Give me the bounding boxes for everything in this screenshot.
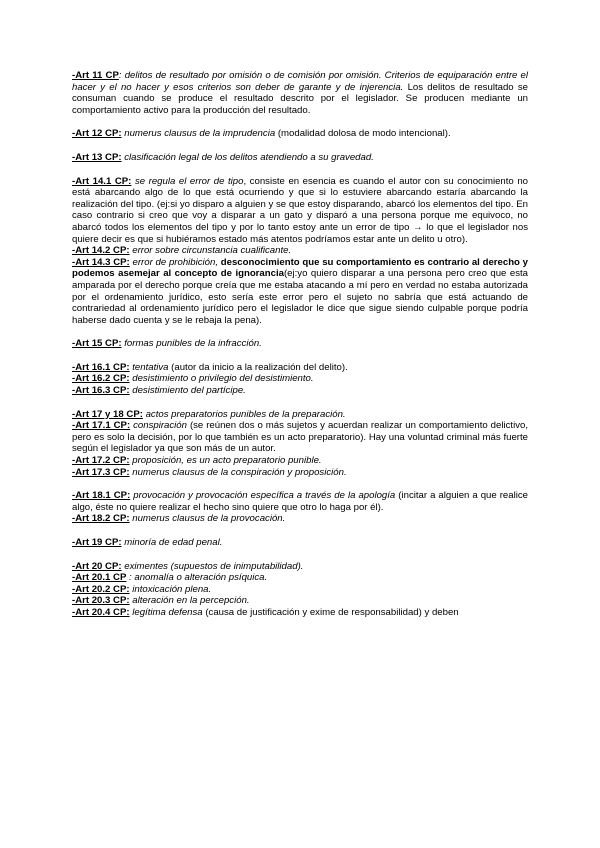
paragraph-gap (72, 397, 528, 409)
plain-text: Los delitos de resultado se consuman cuando se produce el resultado descrito por el legislador. Se producen mediante un comportamiento activo para la producción del resultado. (72, 81, 528, 116)
article-description: numerus clausus de la provocación. (129, 513, 286, 525)
paragraph-gap (72, 326, 528, 338)
article-paragraph (72, 176, 528, 246)
article-description: se regula el error de tipo (131, 175, 244, 187)
article-reference: -Art 20.4 CP: (72, 606, 130, 618)
article-paragraph (72, 561, 528, 573)
article-paragraph (72, 70, 528, 116)
plain-text: (ej:yo quiero disparar a una persona pero creo que esta amparada por el derecho porque creía que me estaba atacando a mí pero en verdad no estaba autorizada por el ordenamiento jurídico, esto sería este error pero el sujeto no sabría que está actuando de contrariedad al ordenamiento jurídico pero el legislador le dice que sigue siendo culpable porque podría haberse dado cuenta y se le rebaja la pena). (72, 268, 528, 326)
article-paragraph (72, 595, 528, 607)
article-description: error de prohibición, (129, 256, 219, 268)
article-paragraph (72, 537, 528, 549)
article-reference: -Art 20.3 CP: (72, 595, 130, 607)
article-description: actos preparatorios punibles de la preparación. (142, 408, 346, 420)
article-paragraph (72, 152, 528, 164)
paragraph-gap (72, 525, 528, 537)
article-paragraph (72, 584, 528, 596)
article-description: desistimiento del partícipe. (129, 385, 246, 397)
article-description: formas punibles de la infracción. (121, 338, 262, 350)
article-paragraph (72, 257, 528, 327)
paragraph-gap (72, 116, 528, 128)
plain-text: (se reúnen dos o más sujetos y acuerdan realizar un comportamiento delictivo, pero es solo la decisión, por lo que también es un acto preparatorio). Hay una voluntad criminal más fuerte según el legislador ya que son más de un autor. (72, 420, 528, 455)
paragraph-gap (72, 549, 528, 561)
paragraph-gap (72, 164, 528, 176)
article-description: clasificación legal de los delitos atendiendo a su gravedad. (121, 151, 374, 163)
article-reference: -Art 12 CP: (72, 128, 122, 140)
article-paragraph (72, 607, 528, 619)
article-reference: -Art 15 CP: (72, 338, 122, 350)
article-paragraph (72, 513, 528, 525)
paragraph-gap (72, 140, 528, 152)
article-paragraph (72, 362, 528, 374)
paragraph-gap (72, 350, 528, 362)
article-paragraph (72, 245, 528, 257)
plain-text: (incitar a alguien a que realice algo, éste no quiere realizar el hecho sino quiere que otro lo haga por él). (72, 490, 529, 513)
article-description: intoxicación plena. (129, 583, 212, 595)
article-paragraph (72, 455, 528, 467)
article-reference: -Art 14.1 CP: (72, 175, 132, 187)
paragraph-gap (72, 478, 528, 490)
article-reference: -Art 17 y 18 CP: (72, 408, 143, 420)
article-description: conspiración (130, 420, 187, 432)
article-reference: -Art 20.2 CP: (72, 583, 130, 595)
bold-text: desconocimiento que su comportamiento es contrario al derecho y podemos asemejar al concepto de ignorancia (72, 256, 529, 280)
plain-text: , consiste en esencia es cuando el autor con su conocimiento no está abarcando algo de lo que está ocurriendo y que si lo estuviere abarcando estaría abarcando la realización del tipo. (ej:si yo disparo a alguien y se que estoy disparando, abarcó los elementos del tipo. En caso contrario si creo que voy a disparar a un gato y disparó a una persona porque me equivoco, no abarcó todos los elementos del tipo y por lo tanto estoy ante un error de tipo → lo que el legislador nos quiere decir es que si hubiéramos estado más atentos podríamos estar ante un delito u otro). (72, 175, 529, 245)
article-paragraph (72, 338, 528, 350)
article-paragraph (72, 490, 528, 513)
article-description: eximentes (supuestos de inimputabilidad). (121, 560, 304, 572)
article-paragraph (72, 420, 528, 455)
article-paragraph (72, 385, 528, 397)
article-description: : anomalía o alteración psíquica. (126, 572, 268, 584)
article-description: alteración en la percepción. (129, 595, 250, 607)
plain-text: (causa de justificación y exime de responsabilidad) y deben (202, 606, 459, 618)
article-description: tentativa (129, 361, 169, 373)
plain-text: (modalidad dolosa de modo intencional). (275, 128, 451, 140)
plain-text: (autor da inicio a la realización del delito). (168, 361, 348, 373)
article-paragraph (72, 128, 528, 140)
document-page (72, 70, 528, 619)
article-reference: -Art 17.2 CP: (72, 455, 130, 467)
article-reference: -Art 16.1 CP: (72, 361, 130, 373)
article-reference: -Art 16.2 CP: (72, 373, 130, 385)
article-paragraph (72, 572, 528, 584)
article-description: provocación y provocación específica a través de la apología (130, 490, 396, 502)
article-description: error sobre circunstancia cualificante. (129, 245, 292, 257)
article-paragraph (72, 373, 528, 385)
article-reference: -Art 16.3 CP: (72, 385, 130, 397)
article-reference: -Art 14.2 CP: (72, 245, 130, 257)
article-reference: -Art 11 CP (72, 70, 119, 81)
article-reference: -Art 14.3 CP: (72, 256, 130, 268)
article-description: minoría de edad penal. (121, 537, 223, 548)
article-reference: -Art 18.1 CP: (72, 490, 131, 502)
article-description: : delitos de resultado por omisión o de comisión por omisión. Criterios de equiparación entre el hacer y el no hacer y esos criterios son deber de garante y de injerencia. (72, 70, 528, 93)
article-reference: -Art 18.2 CP: (72, 513, 130, 525)
article-description: legítima defensa (129, 606, 203, 618)
article-description: desistimiento o privilegio del desistimiento. (129, 373, 314, 385)
article-reference: -Art 20.1 CP (72, 572, 127, 584)
article-reference: -Art 13 CP: (72, 151, 122, 163)
article-reference: -Art 17.3 CP: (72, 466, 130, 478)
article-description: proposición, es un acto preparatorio punible. (129, 455, 322, 467)
article-reference: -Art 20 CP: (72, 560, 122, 572)
article-description: numerus clausus de la conspiración y proposición. (129, 466, 347, 478)
article-reference: -Art 17.1 CP: (72, 420, 131, 432)
article-paragraph (72, 409, 528, 421)
article-reference: -Art 19 CP: (72, 537, 122, 548)
article-paragraph (72, 467, 528, 479)
article-description: numerus clausus de la imprudencia (121, 128, 276, 140)
